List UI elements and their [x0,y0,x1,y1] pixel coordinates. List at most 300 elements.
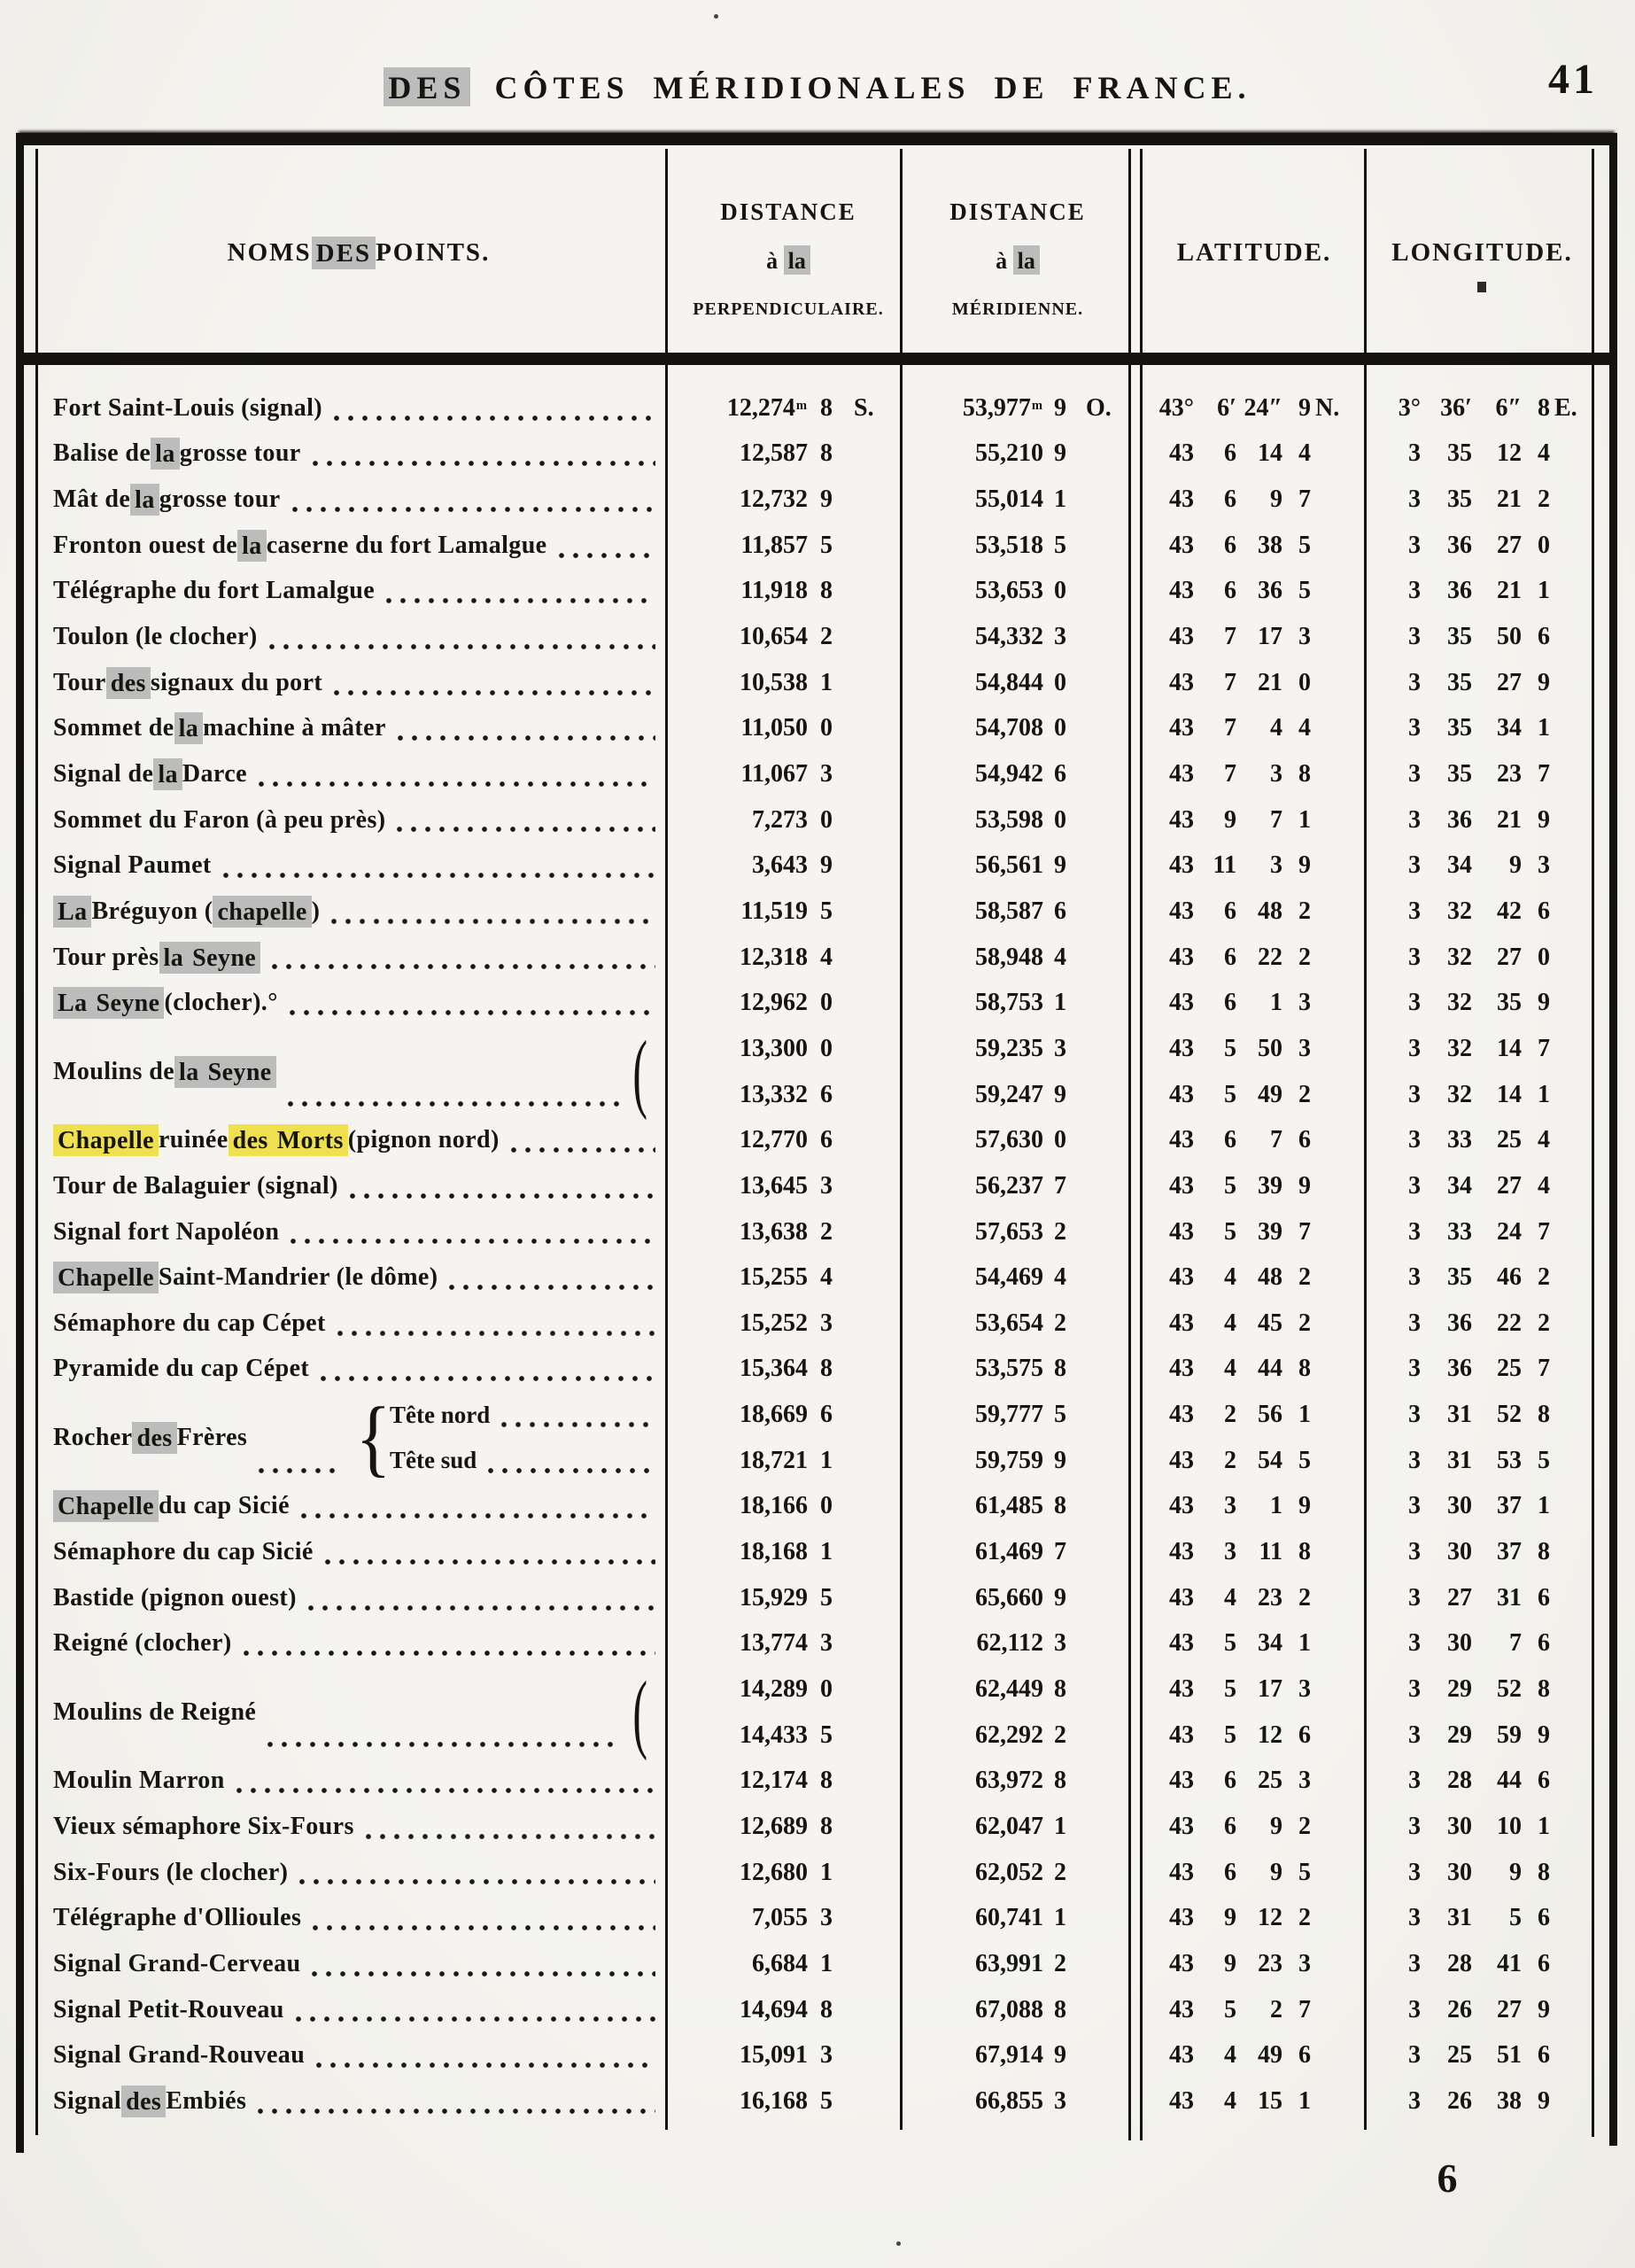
highlighted-word: la [130,484,159,516]
dms-part: 3 [1408,577,1421,605]
table-row [0,1209,1635,1255]
dms-part: 6 [1224,1812,1236,1840]
dms-part: 43 [1169,668,1194,696]
number-decimal: 5 [820,2086,833,2115]
dms-part: 43 [1169,485,1194,514]
distance-meridienne-value [910,1163,1125,1209]
distance-meridienne-value [910,1621,1125,1667]
number-main: 12,587 [740,439,808,468]
distance-meridienne-value [910,1209,1125,1255]
dms-part: 43 [1169,1217,1194,1246]
dms-part: 51 [1497,2041,1522,2070]
dms-part: 26 [1447,1995,1472,2023]
number-decimal: 1 [820,1949,833,1977]
number-decimal: 9 [820,485,833,514]
dms-part: 6″ [1495,393,1522,422]
word: Embiés [166,2086,247,2115]
dms-part: 7 [1298,1217,1311,1246]
dms-part: 43 [1169,2086,1194,2115]
longitude-value [1382,431,1592,478]
number-decimal: 9 [1054,439,1066,468]
dms-part: 3 [1298,1767,1311,1795]
dms-part: 3 [1408,1629,1421,1658]
distance-meridienne-value [910,843,1125,889]
dms-part: 48 [1258,897,1282,925]
dot-leader [271,963,655,970]
dms-part: 35 [1447,760,1472,788]
dms-part: 7 [1224,760,1236,788]
longitude-value [1382,1713,1592,1759]
dot-leader [295,2016,655,2023]
longitude-value [1382,1529,1592,1575]
dms-part: 5 [1224,1217,1236,1246]
header-line-distance: DISTANCE [949,198,1086,225]
word: Moulin Marron [53,1767,225,1795]
number-decimal: 5 [820,1583,833,1612]
dms-part: 9 [1538,1720,1550,1749]
dms-part: 3 [1408,1171,1421,1200]
table-row [0,1254,1635,1301]
latitude-value [1151,1575,1364,1621]
latitude-value [1151,889,1364,935]
highlighted-word: La [53,896,91,928]
point-name [53,1163,664,1209]
dms-part: 8 [1538,1538,1550,1566]
latitude-value [1151,2032,1364,2078]
table-row [0,980,1635,1026]
dms-part: 3 [1408,439,1421,468]
distance-meridienne-value [910,385,1125,431]
number-main: 18,669 [740,1401,808,1429]
highlighted-word: Seyne [204,1056,276,1088]
distance-perpendiculaire-value [678,706,899,752]
longitude-value [1382,1072,1592,1118]
dms-part: 43 [1169,1034,1194,1062]
number-decimal: 7 [1054,1171,1066,1200]
latitude-value [1151,1713,1364,1759]
number-decimal: 2 [1054,1309,1066,1337]
distance-meridienne-value [910,751,1125,797]
dms-part: 12 [1497,439,1522,468]
dot-leader [268,643,655,650]
word: Sémaphore du cap Sicié [53,1538,314,1566]
word: Télégraphe du fort Lamalgue [53,577,376,605]
point-name [53,1941,664,1987]
brace-glyph: ( [632,1021,647,1121]
dms-part: 7 [1538,1217,1550,1246]
dms-part: 32 [1447,989,1472,1017]
dms-part: 27 [1497,1995,1522,2023]
word: Signal Grand-Cerveau [53,1949,301,1977]
distance-perpendiculaire-value [678,477,899,523]
dms-part: 6 [1224,1767,1236,1795]
distance-perpendiculaire-value [678,1209,899,1255]
latitude-value [1151,1163,1364,1209]
dot-leader [300,1512,655,1519]
distance-perpendiculaire-value [678,1484,899,1530]
dms-part: 8 [1298,1538,1311,1566]
dms-part: 44 [1258,1355,1282,1383]
number-main: 53,653 [975,577,1043,605]
longitude-value [1382,1254,1592,1301]
highlighted-word: DES [312,237,376,269]
distance-perpendiculaire-value [678,614,899,660]
table-row [0,797,1635,843]
dms-part: 17 [1258,1675,1282,1703]
number-decimal: 2 [1054,1217,1066,1246]
dms-part: 30 [1447,1858,1472,1886]
number-main: 54,942 [975,760,1043,788]
dms-part: 1 [1538,1492,1550,1520]
highlighted-word: la [237,530,267,562]
dms-part: 23 [1258,1949,1282,1977]
number-main: 13,300 [740,1034,808,1062]
number-decimal: 8 [1054,1355,1066,1383]
point-name [53,1484,664,1530]
number-decimal: 7 [1054,1538,1066,1566]
distance-meridienne-value [910,660,1125,706]
dms-part: 7 [1538,1355,1550,1383]
distance-perpendiculaire-value [678,1438,899,1484]
point-name [53,751,664,797]
latitude-value [1151,1666,1364,1713]
dms-part: 43 [1169,1767,1194,1795]
number-decimal: 9 [820,851,833,880]
dms-part: 0 [1538,943,1550,971]
distance-meridienne-value [910,477,1125,523]
distance-perpendiculaire-value [678,1621,899,1667]
dms-part: 39 [1258,1171,1282,1200]
dms-part: 27 [1497,668,1522,696]
number-decimal: 0 [1054,1126,1066,1154]
dms-part: 8 [1538,1858,1550,1886]
number-decimal: 3 [1054,623,1066,651]
word: Signal [53,2086,122,2115]
dot-leader [365,1833,655,1840]
dot-leader [257,2108,655,2115]
dms-part: 5 [1224,1171,1236,1200]
dms-part: 32 [1447,1080,1472,1108]
number-main: 15,091 [740,2041,808,2070]
dot-leader [289,1009,655,1016]
highlighted-word: la [159,942,189,974]
dot-leader [487,1467,655,1474]
number-main: 56,237 [975,1171,1043,1200]
dms-part: 5 [1224,1720,1236,1749]
dms-part: 3 [1408,1217,1421,1246]
word: du cap Sicié [158,1492,290,1520]
dms-part: 43 [1169,577,1194,605]
point-name [53,797,664,843]
point-name [53,1254,664,1301]
dms-part: 5 [1224,1629,1236,1658]
number-decimal: 5 [1054,1401,1066,1429]
distance-meridienne-value [910,569,1125,615]
distance-meridienne-value [910,1529,1125,1575]
dot-leader [312,460,655,467]
highlighted-word: des [229,1124,273,1156]
number-main: 11,067 [740,760,808,788]
number-decimal: 3 [820,760,833,788]
number-main: 57,653 [975,1217,1043,1246]
dms-part: 25 [1497,1355,1522,1383]
dms-part: 3 [1224,1492,1236,1520]
dms-part: 39 [1258,1217,1282,1246]
dms-part: 49 [1258,1080,1282,1108]
distance-meridienne-value [910,1026,1125,1072]
number-decimal: 0 [820,1034,833,1062]
table-row [0,569,1635,615]
dms-part: 27 [1447,1583,1472,1612]
table-row-group [0,1021,1635,1121]
dms-part: 27 [1497,531,1522,559]
number-main: 13,774 [740,1629,808,1658]
number-main: 53,654 [975,1309,1043,1337]
number-main: 14,694 [740,1995,808,2023]
table-row [0,1850,1635,1896]
latitude-value [1151,1529,1364,1575]
number-decimal: 8 [1054,1767,1066,1795]
dms-part: 36 [1447,577,1472,605]
dms-part: 3 [1270,760,1282,788]
dms-part: 35 [1447,439,1472,468]
dms-part: 5 [1298,1446,1311,1474]
number-decimal: 0 [820,805,833,834]
number-decimal: 3 [1054,1034,1066,1062]
number-decimal: 1 [820,1858,833,1886]
distance-perpendiculaire-value [678,1850,899,1896]
longitude-value [1382,1759,1592,1805]
word: (clocher).° [164,989,278,1017]
distance-perpendiculaire-value [678,2032,899,2078]
number-decimal: 9 [1054,1446,1066,1474]
longitude-value [1382,660,1592,706]
distance-meridienne-value [910,1941,1125,1987]
sub-point-name [390,1392,664,1438]
distance-perpendiculaire-value [678,1529,899,1575]
dot-leader [315,2062,655,2069]
number-decimal: 8 [1054,1675,1066,1703]
dms-part: 11 [1259,1538,1282,1566]
number-decimal: 5 [820,531,833,559]
dms-part: 36 [1447,805,1472,834]
dms-part: 6 [1298,2041,1311,2070]
dms-part: 32 [1447,1034,1472,1062]
number-decimal: 6 [820,1126,833,1154]
dms-part: 21 [1258,668,1282,696]
dms-part: 43 [1169,1446,1194,1474]
dms-part: 24 [1497,1217,1522,1246]
dms-part: 4 [1224,1355,1236,1383]
dms-part: 3 [1408,851,1421,880]
number-main: 15,252 [740,1309,808,1337]
dms-part: 43 [1169,1995,1194,2023]
dms-part: 25 [1447,2041,1472,2070]
distance-meridienne-value [910,431,1125,478]
number-main: 62,112 [976,1629,1043,1658]
dot-leader [311,1970,655,1977]
brace-glyph: ( [632,1662,647,1761]
longitude-value [1382,1026,1592,1072]
dms-part: 3 [1298,1949,1311,1977]
dms-part: 7 [1224,668,1236,696]
dms-part: 36 [1447,1355,1472,1383]
dms-part: 56 [1258,1401,1282,1429]
dms-part: 43 [1169,1171,1194,1200]
dms-part: 43 [1169,1812,1194,1840]
table-row-group [0,1662,1635,1761]
word: Bastide (pignon ouest) [53,1583,297,1612]
word: Rocher [53,1423,133,1451]
dms-part: 3° [1398,393,1421,422]
number-decimal: 3 [820,1629,833,1658]
word: Signal de [53,760,154,788]
dot-leader [337,1330,655,1337]
dms-part: 5 [1224,1080,1236,1108]
latitude-value [1151,1072,1364,1118]
highlighted-word: la [1013,245,1040,275]
dms-part: 9 [1538,1995,1550,2023]
table-row [0,1347,1635,1393]
dms-part: 43 [1169,943,1194,971]
number-main: 67,088 [975,1995,1043,2023]
distance-meridienne-value [910,1347,1125,1393]
point-name [53,1209,664,1255]
highlighted-word: Seyne [91,987,164,1019]
longitude-value [1382,477,1592,523]
dms-part: 3 [1408,1034,1421,1062]
page-number: 41 [1548,56,1598,103]
number-main: 59,235 [975,1034,1043,1062]
word: Sémaphore du cap Cépet [53,1309,326,1337]
header-line-perpendiculaire: PERPENDICULAIRE. [693,299,884,319]
number-main: 58,948 [975,943,1043,971]
distance-meridienne-value [910,980,1125,1026]
highlighted-word: la [784,245,810,275]
number-decimal: 3 [820,1171,833,1200]
dms-part: 6 [1224,485,1236,514]
dms-part: 31 [1497,1583,1522,1612]
number-main: 62,052 [975,1858,1043,1886]
dms-part: 52 [1497,1675,1522,1703]
number-main: 15,364 [740,1355,808,1383]
latitude-value [1151,1026,1364,1072]
number-decimal: 3 [820,2041,833,2070]
dms-part: 4 [1224,1583,1236,1612]
point-name [53,1347,664,1393]
distance-perpendiculaire-value [678,1392,899,1438]
dms-part: 36 [1447,1309,1472,1337]
distance-meridienne-value [910,1438,1125,1484]
dms-part: 8 [1538,1401,1550,1429]
word: CÔTES MÉRIDIONALES DE FRANCE. [470,70,1251,105]
number-decimal: 8 [820,1355,833,1383]
number-decimal: 2 [1054,1858,1066,1886]
distance-perpendiculaire-value [678,523,899,569]
dms-part: 4 [1224,2041,1236,2070]
dms-part: 27 [1497,943,1522,971]
number-main: 61,469 [975,1538,1043,1566]
longitude-value [1382,1987,1592,2033]
point-name [53,1850,664,1896]
table-row [0,385,1635,431]
dms-part: 43 [1169,1355,1194,1383]
dms-part: 7 [1509,1629,1522,1658]
number-decimal: 9 [1054,393,1066,422]
number-decimal: 1 [820,1538,833,1566]
dms-part: 34 [1258,1629,1282,1658]
number-decimal: 1 [1054,989,1066,1017]
highlighted-word: la [153,758,182,790]
latitude-value [1151,1484,1364,1530]
distance-perpendiculaire-value [678,1163,899,1209]
dms-part: 6 [1298,1720,1311,1749]
longitude-value [1382,1392,1592,1438]
dms-part: 2 [1224,1401,1236,1429]
point-name [53,980,664,1026]
dms-part: 12 [1258,1904,1282,1932]
number-decimal: 8 [820,577,833,605]
latitude-value [1151,2078,1364,2124]
number-main: 65,660 [975,1583,1043,1612]
point-name [53,843,664,889]
dot-leader [290,1238,655,1245]
dms-part: 9 [1509,851,1522,880]
longitude-value [1382,751,1592,797]
dms-part: 9 [1224,1949,1236,1977]
number-main: 10,654 [740,623,808,651]
dms-part: 30 [1447,1812,1472,1840]
number-decimal: 0 [820,1675,833,1703]
point-name [53,431,664,478]
word: Balise de [53,439,151,468]
column-header-longitude: LONGITUDE. [1391,237,1573,267]
dms-part: 7 [1224,623,1236,651]
dms-part: 38 [1258,531,1282,559]
distance-perpendiculaire-value [678,660,899,706]
dms-part: 42 [1497,897,1522,925]
number-decimal: 5 [820,897,833,925]
dot-leader [333,689,655,696]
longitude-value [1382,1804,1592,1850]
distance-meridienne-value [910,1759,1125,1805]
point-name [53,889,664,935]
dms-part: 1 [1270,1492,1282,1520]
distance-meridienne-value [910,1117,1125,1163]
dms-part: 43 [1169,805,1194,834]
dms-part: 3 [1224,1538,1236,1566]
table-row [0,614,1635,660]
latitude-value [1151,1621,1364,1667]
point-name [53,1301,664,1347]
dms-part: 9 [1538,668,1550,696]
dms-part: 34 [1447,851,1472,880]
distance-meridienne-value [910,1804,1125,1850]
dms-part: 2 [1298,897,1311,925]
dms-part: 3 [1408,1949,1421,1977]
dms-part: 3 [1408,1126,1421,1154]
direction-letter: N. [1315,393,1340,422]
dms-part: 6 [1224,989,1236,1017]
number-decimal: 9 [1054,2041,1066,2070]
dms-part: 5 [1538,1446,1550,1474]
point-name [53,385,664,431]
dms-part: 50 [1258,1034,1282,1062]
longitude-value [1382,1941,1592,1987]
dms-part: 8 [1298,1355,1311,1383]
dms-part: 35 [1447,668,1472,696]
distance-perpendiculaire-value [678,1941,899,1987]
